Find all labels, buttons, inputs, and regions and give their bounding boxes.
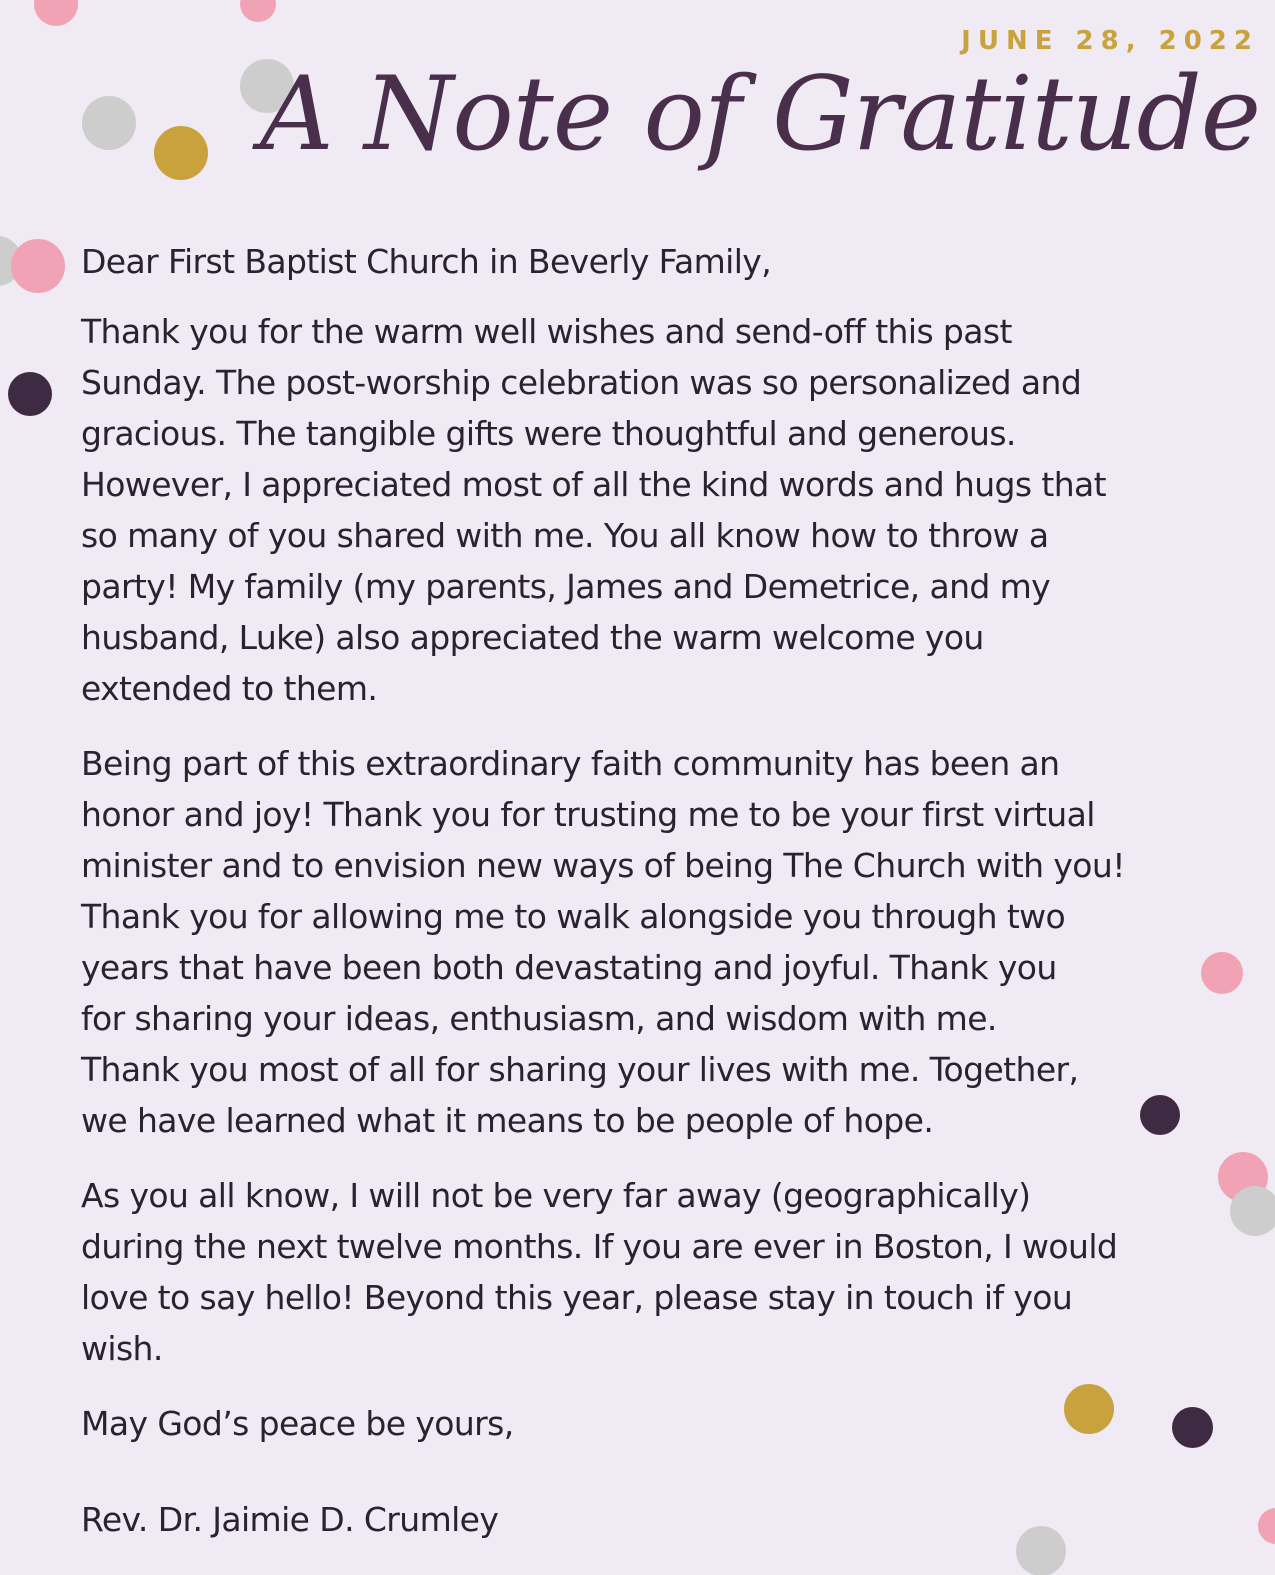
greeting-text: Dear First Baptist Church in Beverly Family,: [81, 242, 772, 281]
paragraph-line: during the next twelve months. If you are ever in Boston, I would: [81, 1227, 1118, 1266]
signature-name: Rev. Dr. Jaimie D. Crumley: [81, 1500, 499, 1539]
page-title: A Note of Gratitude: [260, 55, 1261, 174]
paragraph-line: Thank you for the warm well wishes and send-off this past: [81, 312, 1012, 351]
paragraph-line: However, I appreciated most of all the kind words and hugs that: [81, 465, 1107, 504]
paragraph-line: Sunday. The post-worship celebration was so personalized and: [81, 363, 1082, 402]
letter-body: [81, 236, 1211, 1545]
paragraph-line: so many of you shared with me. You all know how to throw a: [81, 516, 1049, 555]
confetti-dot: [154, 126, 208, 180]
paragraph-2: [81, 738, 1211, 1146]
confetti-dot: [34, 0, 78, 26]
paragraph-line: for sharing your ideas, enthusiasm, and wisdom with me.: [81, 999, 997, 1038]
paragraph-line: love to say hello! Beyond this year, please stay in touch if you: [81, 1278, 1073, 1317]
paragraph-line: husband, Luke) also appreciated the warm welcome you: [81, 618, 984, 657]
paragraph-line: honor and joy! Thank you for trusting me to be your first virtual: [81, 795, 1095, 834]
confetti-dot: [1258, 1508, 1275, 1544]
confetti-dot: [82, 96, 136, 150]
paragraph-line: gracious. The tangible gifts were thoughtful and generous.: [81, 414, 1016, 453]
letter-date: JUNE 28, 2022: [961, 26, 1259, 56]
paragraph-line: As you all know, I will not be very far away (geographically): [81, 1176, 1031, 1215]
paragraph-line: Thank you most of all for sharing your lives with me. Together,: [81, 1050, 1079, 1089]
paragraph-line: years that have been both devastating and joyful. Thank you: [81, 948, 1057, 987]
paragraph-1: [81, 306, 1211, 714]
signature: [81, 1494, 1211, 1545]
paragraph-line: wish.: [81, 1329, 163, 1368]
paragraph-line: minister and to envision new ways of being The Church with you!: [81, 846, 1125, 885]
confetti-dot: [240, 0, 276, 22]
paragraph-3: [81, 1170, 1211, 1374]
confetti-dot: [8, 372, 52, 416]
paragraph-line: Being part of this extraordinary faith community has been an: [81, 744, 1060, 783]
confetti-dot: [11, 239, 65, 293]
confetti-dot: [1230, 1186, 1275, 1236]
greeting: [81, 236, 1211, 287]
paragraph-line: extended to them.: [81, 669, 378, 708]
paragraph-line: we have learned what it means to be people of hope.: [81, 1101, 934, 1140]
closing: [81, 1398, 1211, 1449]
paragraph-line: party! My family (my parents, James and Demetrice, and my: [81, 567, 1051, 606]
paragraph-line: Thank you for allowing me to walk alongside you through two: [81, 897, 1066, 936]
closing-text: May God’s peace be yours,: [81, 1404, 514, 1443]
